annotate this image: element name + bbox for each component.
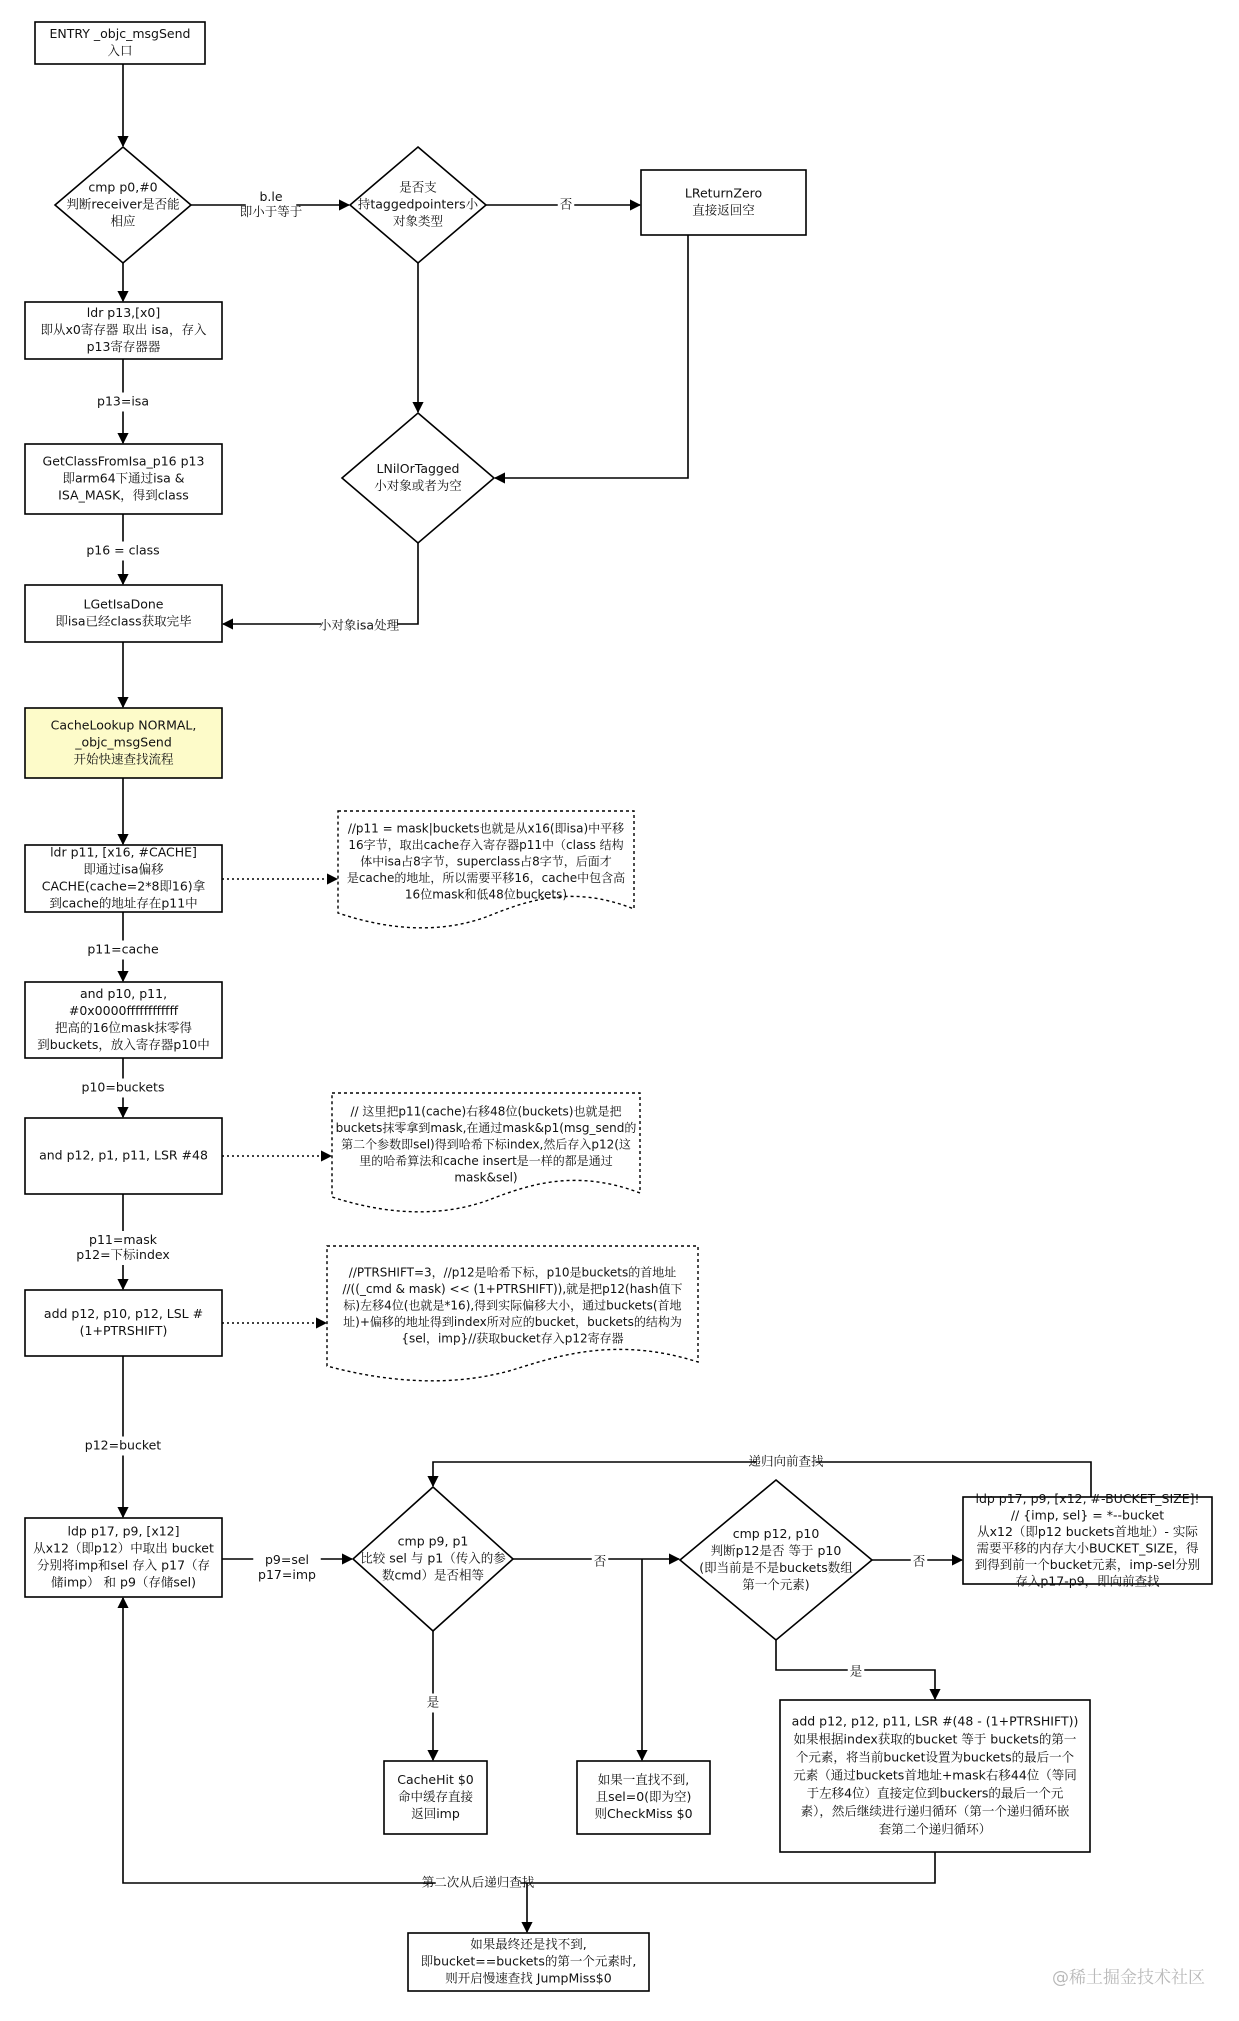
add-last-line: 素），然后继续进行递归循环（第一个递归循环嵌 bbox=[800, 1803, 1070, 1819]
ldp-recursive-line: 需要平移的内存大小BUCKET_SIZE，得 bbox=[976, 1540, 1199, 1556]
ldr-p13-line: ldr p13,[x0] bbox=[86, 305, 161, 320]
decision-cmp-p9 bbox=[353, 1487, 513, 1631]
cmp-p12-line: 判断p12是否 等于 p10 bbox=[710, 1543, 842, 1558]
node-lreturnzero bbox=[641, 170, 806, 235]
add-p12-line: (1+PTRSHIFT) bbox=[79, 1323, 168, 1338]
p13isa-line: p13=isa bbox=[97, 393, 149, 409]
cachehit-line: CacheHit $0 bbox=[397, 1772, 474, 1787]
ldp-p17-line: 从x12（即p12）中取出 bucket bbox=[33, 1540, 214, 1556]
edge-label-shi2 bbox=[848, 1663, 865, 1682]
edge-label-fou1 bbox=[558, 196, 575, 215]
ldp-recursive-line: 存入p17-p9，即向前查找 bbox=[1015, 1573, 1160, 1589]
fou1-line: 否 bbox=[559, 196, 573, 212]
recursive-forward-line: 递归向前查找 bbox=[748, 1453, 824, 1469]
cmp-p9-line: 数cmd）是否相等 bbox=[382, 1567, 484, 1583]
note-ptrshift-line: //PTRSHIFT=3，//p12是哈希下标，p10是buckets的首地址 bbox=[348, 1265, 677, 1280]
edge-label-fou3 bbox=[911, 1553, 928, 1572]
note-cache-line: 16字节，取出cache存入寄存器p11中（class 结构 bbox=[348, 838, 624, 852]
add-last-line: 如果根据index获取的bucket 等于 buckets的第一 bbox=[793, 1731, 1077, 1747]
node-and-p12 bbox=[25, 1118, 222, 1194]
ldp-recursive-line: 从x12（即p12 buckets首地址）- 实际 bbox=[977, 1523, 1198, 1539]
lreturnzero-line: 直接返回空 bbox=[692, 202, 755, 218]
ldp-recursive-line: 到得到前一个bucket元素，imp-sel分别 bbox=[974, 1556, 1201, 1572]
ldr-p13-line: p13寄存器器 bbox=[86, 339, 161, 354]
node-lgetisadone bbox=[25, 585, 222, 642]
cmp-p12-line: (即当前是不是buckets数组 bbox=[699, 1560, 853, 1575]
fou3-line: 否 bbox=[912, 1553, 926, 1569]
note-ptrshift-line: {sel，imp}//获取bucket存入p12寄存器 bbox=[401, 1331, 624, 1346]
add-last-line: 元素（通过buckets首地址+mask右移44位（等同 bbox=[793, 1767, 1077, 1783]
decision-cmp-p0 bbox=[55, 147, 191, 263]
note-cache-line: //p11 = mask|buckets也就是从x16(即isa)中平移 bbox=[347, 821, 625, 836]
ldp-recursive-line: // {imp, sel} = *--bucket bbox=[1010, 1507, 1165, 1523]
note-cache-line: 体中isa占8字节，superclass占8字节，后面才 bbox=[360, 854, 612, 869]
edge-label-p10buckets bbox=[72, 1079, 174, 1098]
annotation-note-cache bbox=[338, 811, 634, 928]
add-p12-line: add p12, p10, p12, LSL # bbox=[43, 1306, 204, 1321]
and-p10-line: #0x0000ffffffffffff bbox=[68, 1003, 179, 1018]
ldp-p17-line: 储imp） 和 p9（存储sel) bbox=[51, 1574, 196, 1590]
p11mask-line: p12=下标index bbox=[76, 1247, 170, 1262]
edge-label-second-recursive bbox=[422, 1874, 535, 1893]
note-cache-line: 16位mask和低48位buckets) bbox=[404, 887, 568, 902]
jumpmiss-line: 如果最终还是找不到, bbox=[470, 1936, 587, 1952]
node-add-p12 bbox=[25, 1290, 222, 1356]
p9sel-line: p9=sel bbox=[264, 1552, 310, 1567]
cachelookup-line: CacheLookup NORMAL, bbox=[50, 717, 197, 733]
add-last-line: 于左移4位）直接定位到buckers的最后一个元 bbox=[806, 1785, 1064, 1801]
ldr-p13-line: 即从x0寄存器 取出 isa，存入 bbox=[40, 322, 207, 337]
note-hash-line: buckets抹零拿到mask,在通过mask&p1(msg_send的 bbox=[335, 1121, 637, 1135]
getclass-line: GetClassFromIsa_p16 p13 bbox=[42, 453, 205, 469]
node-ldr-p13 bbox=[25, 302, 222, 359]
note-hash-line: 第二个参数即sel)得到哈希下标index,然后存入p12(这 bbox=[341, 1137, 631, 1152]
p12bucket-line: p12=bucket bbox=[84, 1437, 162, 1453]
cmp-p9-line: cmp p9, p1 bbox=[397, 1533, 469, 1549]
getclass-line: ISA_MASK，得到class bbox=[58, 487, 189, 503]
edge-label-shi1 bbox=[425, 1694, 442, 1713]
and-p10-line: and p10, p11, bbox=[79, 986, 168, 1001]
ble-line: b.le bbox=[259, 189, 283, 204]
checkmiss-line: 且sel=0(即为空) bbox=[595, 1789, 692, 1804]
cmp-p0-line: cmp p0,#0 bbox=[88, 179, 158, 195]
decision-tagged-check bbox=[350, 147, 486, 263]
small-isa-line: 小对象isa处理 bbox=[318, 617, 400, 633]
ldr-p11-line: 到cache的地址存在p11中 bbox=[49, 895, 198, 911]
node-add-last bbox=[780, 1700, 1090, 1852]
lreturnzero-line: LReturnZero bbox=[684, 185, 763, 201]
checkmiss-line: 如果一直找不到, bbox=[597, 1772, 690, 1787]
decision-cmp-p12 bbox=[680, 1480, 872, 1640]
p16class-line: p16 = class bbox=[86, 542, 160, 558]
ldp-recursive-line: ldp p17, p9, [x12, #-BUCKET_SIZE]! bbox=[975, 1490, 1200, 1506]
tagged-check-line: 是否支 bbox=[399, 179, 437, 195]
note-hash-line: 里的哈希算法和cache insert是一样的都是通过 bbox=[359, 1154, 613, 1168]
node-cachehit bbox=[384, 1761, 487, 1834]
edge-label-p9sel bbox=[253, 1551, 321, 1585]
shi1-line: 是 bbox=[426, 1694, 440, 1710]
cmp-p0-line: 判断receiver是否能 bbox=[66, 196, 180, 212]
cachehit-line: 返回imp bbox=[411, 1806, 460, 1821]
note-hash-line: // 这里把p11(cache)右移48位(buckets)也就是把 bbox=[350, 1104, 622, 1119]
lnil-or-tagged-line: LNilOrTagged bbox=[376, 461, 460, 476]
edge-label-p16class bbox=[72, 542, 174, 561]
annotation-note-hash bbox=[332, 1093, 640, 1212]
p11cache-line: p11=cache bbox=[87, 941, 159, 957]
fou2-line: 否 bbox=[593, 1553, 607, 1569]
lgetisadone-line: 即isa已经class获取完毕 bbox=[55, 613, 192, 629]
jumpmiss-line: 则开启慢速查找 JumpMiss$0 bbox=[445, 1970, 612, 1986]
p11mask-line: p11=mask bbox=[89, 1232, 157, 1247]
node-entry bbox=[35, 22, 205, 64]
shi2-line: 是 bbox=[849, 1663, 863, 1679]
ldp-p17-line: 分别将imp和sel 存入 p17（存 bbox=[36, 1557, 211, 1573]
and-p10-line: 到buckets，放入寄存器p10中 bbox=[37, 1037, 210, 1052]
p10buckets-line: p10=buckets bbox=[81, 1079, 165, 1095]
node-ldp-p17 bbox=[25, 1518, 222, 1597]
note-cache-line: 是cache的地址，所以需要平移16，cache中包含高 bbox=[346, 871, 626, 885]
ldr-p11-line: 即通过isa偏移 bbox=[83, 861, 164, 877]
edge-label-p12bucket bbox=[77, 1437, 170, 1456]
edge-label-p11mask bbox=[72, 1231, 174, 1265]
edge-label-p13isa bbox=[89, 393, 157, 412]
note-ptrshift-line: //((_cmd & mask) << (1+PTRSHIFT)),就是把p12(hash值下 bbox=[342, 1282, 683, 1296]
tagged-check-line: 对象类型 bbox=[392, 213, 444, 229]
jumpmiss-line: 即bucket==buckets的第一个元素时, bbox=[420, 1953, 637, 1969]
note-ptrshift-line: 标)左移4位(也就是*16),得到实际偏移大小，通过buckets(首地 bbox=[343, 1298, 682, 1313]
node-ldr-p11 bbox=[25, 845, 222, 913]
ldp-p17-line: ldp p17, p9, [x12] bbox=[67, 1523, 180, 1539]
cachehit-line: 命中缓存直接 bbox=[397, 1789, 474, 1804]
p9sel-line: p17=imp bbox=[258, 1567, 316, 1582]
edge-lreturnzero-to-lnil bbox=[495, 235, 688, 478]
checkmiss-line: 则CheckMiss $0 bbox=[594, 1806, 693, 1821]
add-last-line: 个元素，将当前bucket设置为buckets的最后一个 bbox=[795, 1749, 1075, 1765]
tagged-check-line: 持taggedpointers小 bbox=[357, 196, 479, 212]
cachelookup-line: 开始快速查找流程 bbox=[73, 751, 174, 767]
edge-label-small-isa bbox=[319, 617, 400, 636]
node-ldp-recursive bbox=[963, 1491, 1212, 1589]
nodes bbox=[25, 22, 1212, 1991]
lnil-or-tagged-line: 小对象或者为空 bbox=[374, 478, 462, 493]
ble-line: 即小于等于 bbox=[239, 204, 303, 219]
node-jumpmiss bbox=[408, 1933, 649, 1991]
and-p12-line: and p12, p1, p11, LSR #48 bbox=[39, 1147, 208, 1163]
ldr-p11-line: CACHE(cache=2*8即16)拿 bbox=[41, 878, 206, 894]
and-p10-line: 把高的16位mask抹零得 bbox=[55, 1020, 192, 1035]
lgetisadone-line: LGetIsaDone bbox=[83, 596, 164, 612]
cmp-p0-line: 相应 bbox=[110, 213, 136, 229]
getclass-line: 即arm64下通过isa & bbox=[62, 470, 185, 486]
note-ptrshift-line: 址)+偏移的地址得到index所对应的bucket，buckets的结构为 bbox=[343, 1315, 682, 1329]
edge-label-fou2 bbox=[592, 1553, 609, 1572]
cmp-p9-line: 比较 sel 与 p1（传入的参 bbox=[360, 1550, 506, 1566]
cachelookup-line: _objc_msgSend bbox=[75, 734, 172, 750]
watermark-text: @稀土掘金技术社区 bbox=[1052, 1968, 1205, 1988]
add-last-line: 套第二个递归循环） bbox=[878, 1821, 992, 1837]
edge-label-p11cache bbox=[81, 941, 166, 960]
edge-label-ble bbox=[240, 188, 303, 222]
entry-line: ENTRY _objc_msgSend bbox=[49, 26, 191, 41]
connectors bbox=[123, 64, 1091, 1932]
annotation-note-ptrshift bbox=[327, 1246, 698, 1381]
decision-lnil-or-tagged bbox=[342, 413, 494, 543]
edge-lnil-to-lgetisadone bbox=[223, 543, 418, 624]
note-hash-line: mask&sel) bbox=[454, 1170, 518, 1185]
cmp-p12-line: 第一个元素) bbox=[742, 1577, 810, 1592]
node-getclass bbox=[25, 444, 222, 514]
edge-label-recursive-forward bbox=[748, 1453, 824, 1472]
add-last-line: add p12, p12, p11, LSR #(48 - (1+PTRSHIFT)) bbox=[791, 1713, 1079, 1729]
entry-line: 入口 bbox=[107, 43, 133, 58]
second-recursive-line: 第二次从后递归查找 bbox=[421, 1874, 535, 1890]
node-cachelookup bbox=[25, 708, 222, 778]
cmp-p12-line: cmp p12, p10 bbox=[732, 1526, 820, 1541]
node-checkmiss bbox=[577, 1761, 710, 1834]
ldr-p11-line: ldr p11, [x16, #CACHE] bbox=[50, 844, 197, 860]
node-and-p10 bbox=[25, 982, 222, 1058]
